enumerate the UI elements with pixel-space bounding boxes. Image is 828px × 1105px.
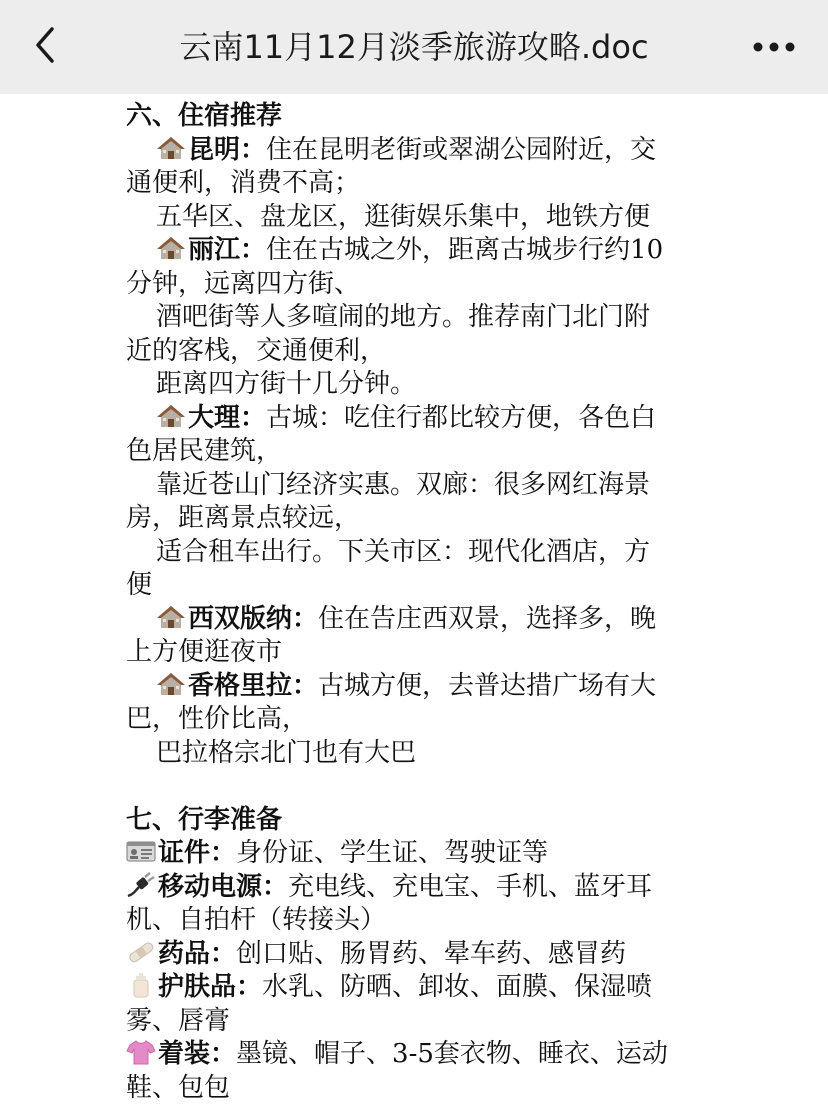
lodging-text: 酒吧街等人多喧闹的地方。推荐南门北门附 — [126, 301, 706, 335]
lodging-text: 住在古城之外，距离古城步行约10 — [266, 235, 663, 265]
lodging-label: 大理 — [188, 403, 240, 433]
shirt-icon — [126, 1039, 156, 1065]
luggage-item-clothing: 着装：墨镜、帽子、3-5套衣物、睡衣、运动 — [126, 1038, 706, 1072]
more-horizontal-icon — [752, 38, 796, 57]
house-icon — [156, 604, 186, 630]
spacer — [126, 770, 706, 804]
lodging-label: 昆明 — [188, 135, 240, 165]
lodging-text: 近的客栈，交通便利， — [126, 335, 706, 369]
house-icon — [156, 403, 186, 429]
luggage-text: 鞋、包包 — [126, 1072, 706, 1105]
lodging-item-lijiang: 丽江：住在古城之外，距离古城步行约10 — [126, 234, 706, 268]
lodging-text: 住在昆明老街或翠湖公园附近，交 — [266, 135, 656, 165]
lodging-item-xishuangbanna: 西双版纳：住在告庄西双景，选择多，晚 — [126, 603, 706, 637]
lodging-text: 古城方便，去普达措广场有大 — [318, 671, 656, 701]
top-bar — [0, 0, 828, 94]
back-button[interactable] — [20, 22, 70, 72]
lodging-text: 通便利，消费不高； — [126, 167, 706, 201]
document-content — [126, 100, 706, 1105]
lodging-text: 房，距离景点较远， — [126, 502, 706, 536]
luggage-text: 充电线、充电宝、手机、蓝牙耳 — [288, 872, 652, 902]
luggage-label: 移动电源 — [158, 872, 262, 902]
luggage-text: 机、自拍杆（转接头） — [126, 904, 706, 938]
luggage-text: 雾、唇膏 — [126, 1005, 706, 1039]
section-heading-lodging: 六、住宿推荐 — [126, 100, 706, 134]
lodging-text: 适合租车出行。下关市区：现代化酒店，方 — [126, 536, 706, 570]
lodging-text: 色居民建筑， — [126, 435, 706, 469]
lodging-text: 巴，性价比高， — [126, 703, 706, 737]
luggage-item-documents: 证件：身份证、学生证、驾驶证等 — [126, 837, 706, 871]
luggage-label: 药品 — [158, 939, 210, 969]
lodging-text: 便 — [126, 569, 706, 603]
lodging-text: 五华区、盘龙区，逛街娱乐集中，地铁方便 — [126, 201, 706, 235]
section-heading-luggage: 七、行李准备 — [126, 804, 706, 838]
lodging-text: 古城：吃住行都比较方便，各色白 — [266, 403, 656, 433]
luggage-item-power: 移动电源：充电线、充电宝、手机、蓝牙耳 — [126, 871, 706, 905]
luggage-label: 证件 — [158, 838, 210, 868]
plug-icon — [126, 872, 156, 898]
house-icon — [156, 135, 186, 161]
luggage-text: 墨镜、帽子、3-5套衣物、睡衣、运动 — [236, 1039, 668, 1069]
lodging-text: 上方便逛夜市 — [126, 636, 706, 670]
luggage-text: 身份证、学生证、驾驶证等 — [236, 838, 548, 868]
lodging-text: 分钟，远离四方街、 — [126, 268, 706, 302]
luggage-text: 创口贴、肠胃药、晕车药、感冒药 — [236, 939, 626, 969]
lodging-text: 靠近苍山门经济实惠。双廊：很多网红海景 — [126, 469, 706, 503]
bandage-icon — [126, 939, 156, 965]
lodging-label: 香格里拉 — [188, 671, 292, 701]
luggage-label: 着装 — [158, 1039, 210, 1069]
lodging-item-dali: 大理：古城：吃住行都比较方便，各色白 — [126, 402, 706, 436]
page-title: 云南11月12月淡季旅游攻略.doc — [100, 0, 728, 94]
lodging-label: 丽江 — [188, 235, 240, 265]
lodging-text: 住在告庄西双景，选择多，晚 — [318, 604, 656, 634]
lodging-item-kunming: 昆明：住在昆明老街或翠湖公园附近，交 — [126, 134, 706, 168]
luggage-label: 护肤品 — [158, 972, 236, 1002]
lodging-item-shangrila: 香格里拉：古城方便，去普达措广场有大 — [126, 670, 706, 704]
chevron-left-icon — [30, 25, 60, 69]
luggage-item-skincare: 护肤品：水乳、防晒、卸妆、面膜、保湿喷 — [126, 971, 706, 1005]
house-icon — [156, 235, 186, 261]
lodging-text: 距离四方街十几分钟。 — [126, 368, 706, 402]
id-card-icon — [126, 838, 156, 864]
lodging-label: 西双版纳 — [188, 604, 292, 634]
lodging-text: 巴拉格宗北门也有大巴 — [126, 737, 706, 771]
more-button[interactable] — [744, 22, 804, 72]
house-icon — [156, 671, 186, 697]
luggage-item-medicine: 药品：创口贴、肠胃药、晕车药、感冒药 — [126, 938, 706, 972]
lotion-bottle-icon — [126, 972, 156, 998]
luggage-text: 水乳、防晒、卸妆、面膜、保湿喷 — [262, 972, 652, 1002]
